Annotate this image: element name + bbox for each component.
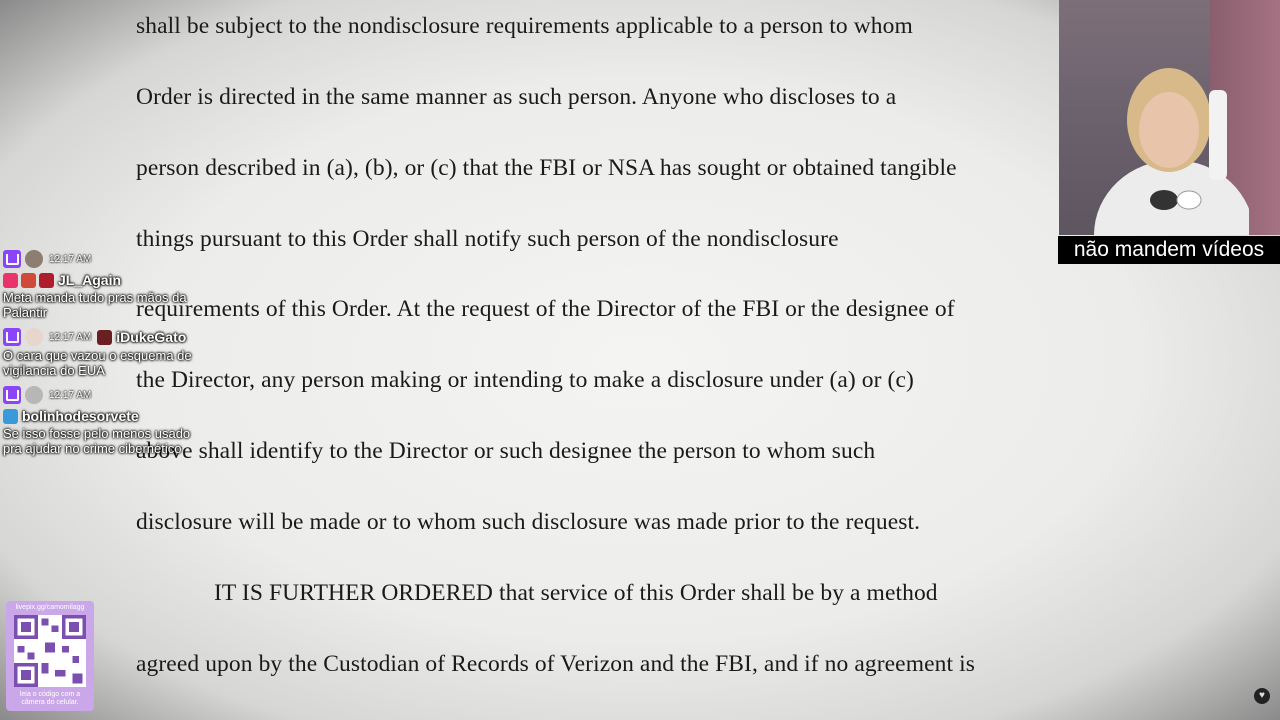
document-line: the Director, any person making or intending to make a disclosure under (a) or (c) (136, 367, 914, 393)
qr-url: livepix.gg/camomilagg (15, 604, 85, 611)
chat-message (0, 326, 205, 378)
twitch-icon (3, 328, 21, 346)
document-line: IT IS FURTHER ORDERED that service of this Order shall be by a method (214, 580, 938, 606)
chat-overlay (0, 248, 205, 462)
webcam-overlay (1059, 0, 1280, 235)
bits-badge-icon (39, 273, 54, 288)
twitch-icon (3, 250, 21, 268)
chat-message (0, 384, 205, 456)
chat-message (0, 248, 205, 320)
stream-caption: não mandem vídeos (1058, 236, 1280, 264)
document-line: disclosure will be made or to whom such disclosure was made prior to the request. (136, 509, 921, 535)
document-line: agreed upon by the Custodian of Records of Verizon and the FBI, and if no agreement is (136, 651, 975, 677)
document-line: shall be subject to the nondisclosure requirements applicable to a person to whom (136, 13, 913, 39)
message-text: Meta manda tudo pras mãos da Palantir (3, 290, 187, 320)
document-line: person described in (a), (b), or (c) that the FBI or NSA has sought or obtained tangible (136, 155, 957, 181)
channel-logo-icon: ♥ (1254, 688, 1270, 704)
livepix-qr-panel (6, 601, 94, 711)
document-line: requirements of this Order. At the request of the Director of the FBI or the designee of (136, 296, 955, 322)
heart-badge-icon (3, 273, 18, 288)
message-time: 12:17 AM (49, 253, 92, 265)
sub-badge-icon (97, 330, 112, 345)
username: bolinhodesorvete (22, 408, 139, 424)
avatar (25, 386, 43, 404)
sub-badge-icon (21, 273, 36, 288)
avatar (25, 250, 43, 268)
message-time: 12:17 AM (49, 331, 92, 343)
document-line: Order is directed in the same manner as such person. Anyone who discloses to a (136, 84, 897, 110)
streamer-image (1089, 50, 1249, 235)
message-text: Se isso fosse pelo menos usado pra ajudar no crime cibernético (3, 426, 191, 456)
message-time: 12:17 AM (49, 389, 92, 401)
avatar (25, 328, 43, 346)
document-line: above shall identify to the Director or such designee the person to whom such (136, 438, 876, 464)
twitch-icon (3, 386, 21, 404)
message-text: O cara que vazou o esquema de vigilancia do EUA (3, 348, 192, 378)
username: iDukeGato (116, 329, 187, 345)
qr-code-icon (14, 615, 86, 687)
crown-badge-icon (3, 409, 18, 424)
qr-hint: leia o código com a câmera do celular. (19, 691, 81, 706)
document-line: things pursuant to this Order shall notify such person of the nondisclosure (136, 226, 839, 252)
username: JL_Again (58, 272, 122, 288)
